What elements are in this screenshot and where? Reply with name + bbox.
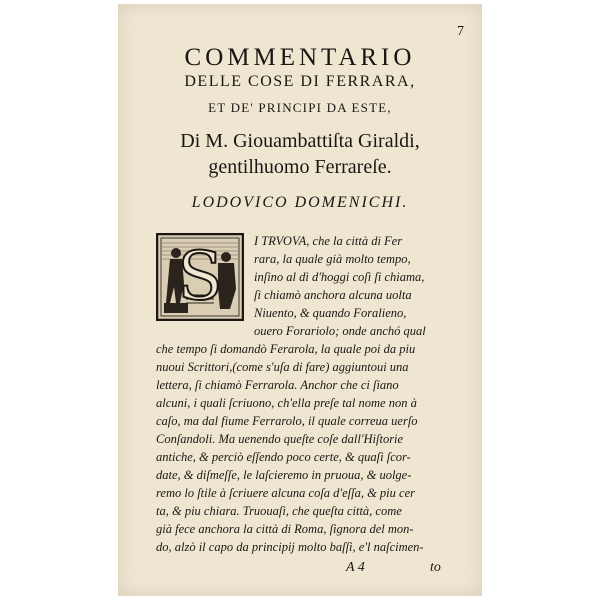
text-line-18: do, alzò il capo da principij molto baſſi, e'l naſcimen- [156,540,424,554]
title-line-3: ET DE' PRINCIPI DA ESTE, [208,100,392,115]
text-line-13: antiche, & perciò eſſendo poco certe, & quaſi ſcor- [156,450,411,464]
author-line-1: Di M. Giouambattiſta Giraldi, [180,130,420,152]
text-line-6: ouero Forariolo; onde anchó qual [254,324,426,338]
text-line-14: date, & diſmeſſe, le laſcieremo in pruoua, & uolge- [156,468,412,482]
text-line-16: ta, & piu chiara. Truouaſi, che queſta città, come [156,504,402,518]
signature-mark: A 4 [346,560,365,575]
text-line-1: I TRVOVA, che la città di Fer [254,234,403,248]
text-line-15: remo lo ſtile à ſcriuere alcuna coſa d'eſſa, & piu cer [156,486,415,500]
catchword: to [430,560,441,575]
folio-number: 7 [457,24,464,39]
text-line-4: ſi chiamò anchora alcuna uolta [254,288,412,302]
text-line-17: già fece anchora la città di Roma, ſignora del mon- [156,522,414,536]
title-line-2: DELLE COSE DI FERRARA, [184,73,416,90]
book-page [118,4,482,596]
author-line-2: gentilhuomo Ferrareſe. [208,156,392,178]
text-line-2: rara, la quale già molto tempo, [254,252,411,266]
text-line-12: Conſandoli. Ma uenendo queſte coſe dall'Hiſtorie [156,432,404,446]
text-line-11: caſo, ma dal fiume Ferrarolo, il quale correua uerſo [156,414,418,428]
dedicatee-heading: LODOVICO DOMENICHI. [191,194,409,211]
text-line-9: lettera, ſi chiamò Ferrarola. Anchor che ci ſiano [156,378,399,392]
text-line-5: Niuento, & quando Foralieno, [254,306,407,320]
woodcut-initial-s [156,233,244,321]
text-line-3: inſino al dì d'hoggi coſì ſi chiama, [254,270,425,284]
text-line-7: che tempo ſi domandò Ferarola, la quale poi da piu [156,342,416,356]
text-line-8: nuoui Scrittori,(come s'uſa di fare) aggiuntoui una [156,360,409,374]
title-line-1: COMMENTARIO [184,44,416,71]
initial-letter: S [177,238,223,315]
text-line-10: alcuni, i quali ſcriuono, ch'ella preſe tal nome non à [156,396,417,410]
